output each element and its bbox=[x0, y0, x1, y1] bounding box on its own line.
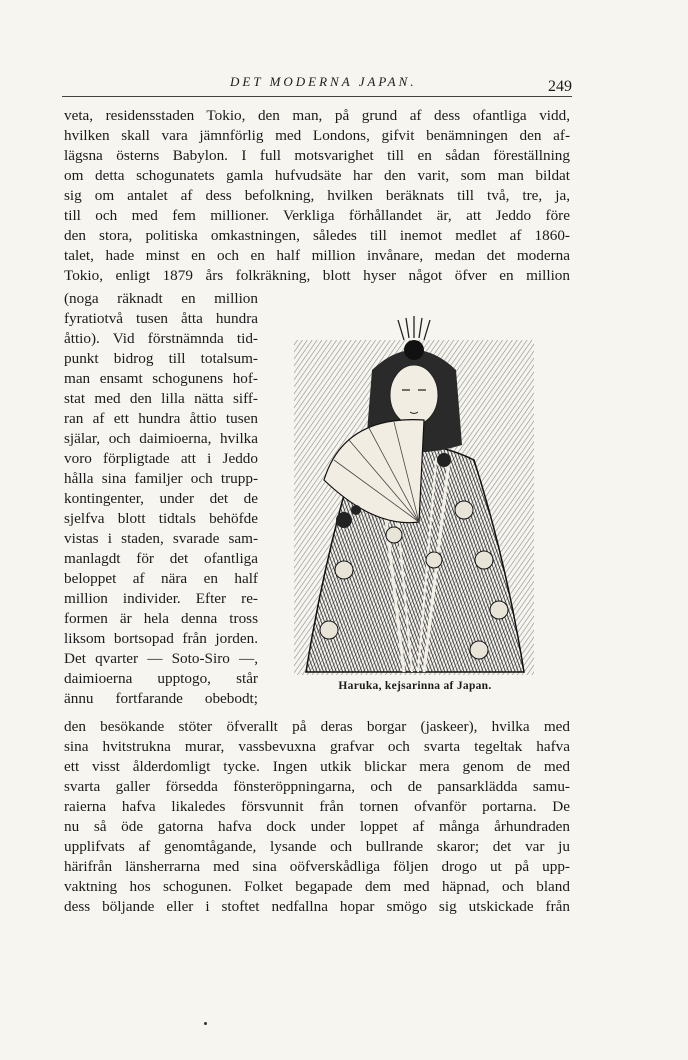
body-line: dess böljande eller i stoftet nedfallna hopar smögo sig utskickade från bbox=[64, 898, 570, 915]
body-line: hvilken skall vara jämnförlig med Londons, gifvit benämningen den af- bbox=[64, 127, 570, 144]
body-line: ett visst ålderdomligt tycke. Ingen utkik blickar mera genom de med bbox=[64, 758, 570, 775]
body-line: den stora, politiska omkastningen, således till inemot medlet af 1860- bbox=[64, 227, 570, 244]
body-line: till och med fem millioner. Verkliga förhållandet är, att Jeddo före bbox=[64, 207, 570, 224]
column-line: själar, och daimioerna, hvilka bbox=[64, 430, 258, 447]
body-line: raierna hafva likaledes försvunnit från tornen ofvanför portarna. De bbox=[64, 798, 570, 815]
engraving-illustration bbox=[284, 310, 544, 680]
body-line: nu så öde gatorna hafva dock under loppet af många århundraden bbox=[64, 818, 570, 835]
running-head bbox=[62, 70, 572, 97]
empress-engraving bbox=[284, 310, 544, 680]
column-line: åttio). Vid förstnämnda tid- bbox=[64, 330, 258, 347]
column-line: kontingenter, under det de bbox=[64, 490, 258, 507]
page-number: 249 bbox=[548, 78, 572, 95]
column-line: liksom bortsopad från jorden. bbox=[64, 630, 258, 647]
column-line: (noga räknadt en million bbox=[64, 290, 258, 307]
column-line: man ensamt schogunens hof- bbox=[64, 370, 258, 387]
body-line: härifrån länsherrarna med sina oöfverskådliga följen drogo ut på upp- bbox=[64, 858, 570, 875]
body-line: den besökande stöter öfverallt på deras borgar (jaskeer), hvilka med bbox=[64, 718, 570, 735]
body-line: veta, residensstaden Tokio, den man, på grund af dess ofantliga vidd, bbox=[64, 107, 570, 124]
column-line: formen är hela denna tross bbox=[64, 610, 258, 627]
column-line: beloppet af nära en half bbox=[64, 570, 258, 587]
column-line: vistas i staden, svarade sam- bbox=[64, 530, 258, 547]
column-line: punkt bidrog till totalsum- bbox=[64, 350, 258, 367]
column-line: sjelfva blott tidtals behöfde bbox=[64, 510, 258, 527]
column-line: stat med den lilla nätta siff- bbox=[64, 390, 258, 407]
body-line: vaktning hos schogunen. Folket begapade dem med häpnad, och bland bbox=[64, 878, 570, 895]
column-line: daimioerna upptogo, står bbox=[64, 670, 258, 687]
column-line: hålla sina familjer och trupp- bbox=[64, 470, 258, 487]
running-title: DET MODERNA JAPAN. bbox=[230, 74, 417, 89]
body-line: sig om antalet af dess befolkning, hvilken beräknats till två, tre, ja, bbox=[64, 187, 570, 204]
body-line: upplifvats af genomtågande, lysande och bullrande skaror; det var ju bbox=[64, 838, 570, 855]
column-line: fyratiotvå tusen åtta hundra bbox=[64, 310, 258, 327]
column-line: ran af ett hundra åttio tusen bbox=[64, 410, 258, 427]
figure-caption: Haruka, kejsarinna af Japan. bbox=[338, 680, 492, 692]
ink-speck bbox=[204, 1022, 207, 1025]
column-line: voro förpligtade att i Jeddo bbox=[64, 450, 258, 467]
body-line: om detta schogunatets gamla hufvudsäte har den varit, som man bildat bbox=[64, 167, 570, 184]
body-line: lägsna österns Babylon. I full motsvarighet till en sådan föreställning bbox=[64, 147, 570, 164]
body-line: sina hvitstrukna murar, vassbevuxna grafvar och svarta tegeltak hafva bbox=[64, 738, 570, 755]
column-line: ännu fortfarande obebodt; bbox=[64, 690, 258, 707]
body-line: Tokio, enligt 1879 års folkräkning, blott hyser något öfver en million bbox=[64, 267, 570, 284]
column-line: Det qvarter — Soto-Siro —, bbox=[64, 650, 258, 667]
column-line: million individer. Efter re- bbox=[64, 590, 258, 607]
body-line: svarta galler försedda fönsteröppningarna, och de pansarklädda samu- bbox=[64, 778, 570, 795]
column-line: manlagdt för det ofantliga bbox=[64, 550, 258, 567]
body-line: talet, hade minst en och en half million invånare, medan det moderna bbox=[64, 247, 570, 264]
